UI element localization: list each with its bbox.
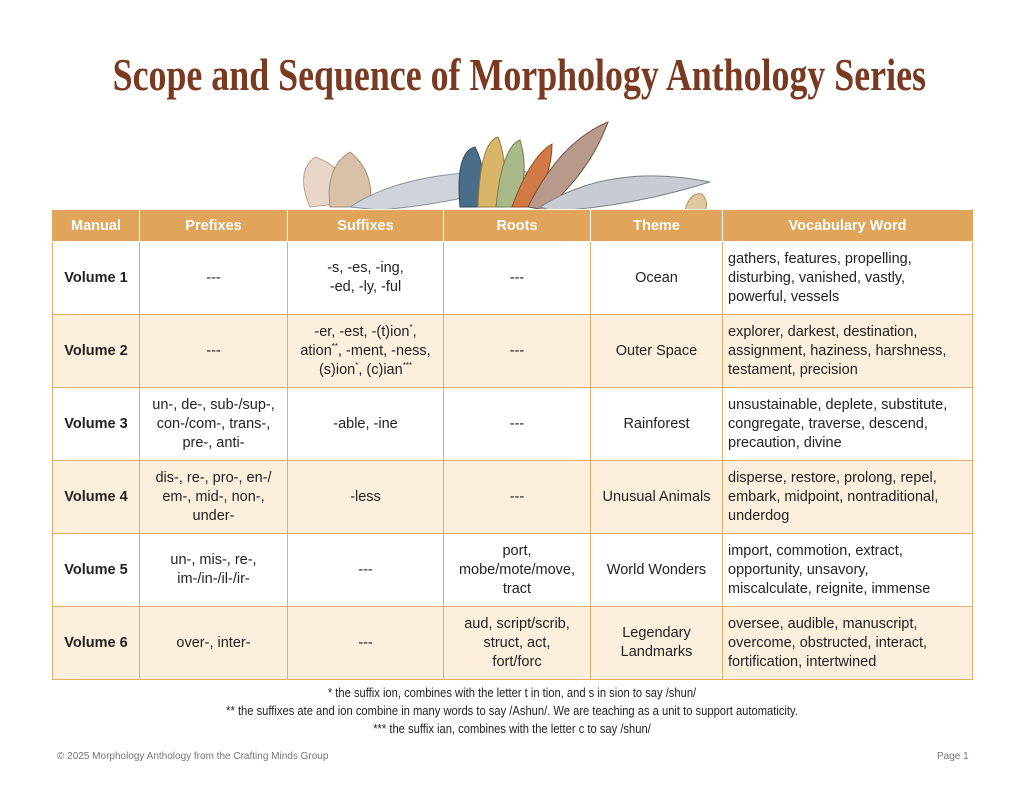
cell-prefixes — [140, 242, 288, 315]
table-row — [53, 388, 973, 461]
footnote-marker: *** — [402, 360, 413, 370]
cell-line: tract — [502, 580, 532, 597]
cell-roots — [444, 242, 591, 315]
cell-line: aud, script/scrib, — [464, 615, 570, 632]
cell-line: fortification, intertwined — [728, 653, 877, 670]
feather-illustration — [290, 112, 730, 212]
table-row — [53, 315, 973, 388]
footnote-3: *** the suffix ian, combines with the letter c to say /shun/ — [373, 721, 651, 736]
cell-line: -less — [350, 488, 381, 505]
cell-line: im-/in-/il-/ir- — [177, 571, 250, 587]
cell-line: -able, -ine — [333, 415, 398, 432]
cell-line: congregate, traverse, descend, — [728, 415, 928, 432]
cell-volume — [53, 388, 140, 461]
cell-line: Volume 6 — [64, 634, 128, 651]
page-title: Scope and Sequence of Morphology Anthology Series — [112, 49, 926, 100]
cell-line: fort/forc — [492, 653, 542, 670]
cell-line: testament, precision — [728, 361, 858, 378]
cell-vocabulary — [723, 388, 973, 461]
cell-prefixes — [140, 461, 288, 534]
cell-line: em-, mid-, non-, — [162, 488, 265, 505]
table-row — [53, 461, 973, 534]
cell-line: --- — [509, 342, 525, 359]
cell-line: opportunity, unsavory, — [728, 561, 869, 578]
cell-line: precaution, divine — [728, 434, 842, 451]
feather-icon — [304, 122, 710, 211]
table-body — [53, 242, 973, 680]
cell-line: -er, -est, -(t)ion*, — [314, 322, 417, 340]
footnote-marker: * — [355, 360, 359, 370]
cell-line: powerful, vessels — [728, 288, 840, 305]
column-header-suffixes: Suffixes — [288, 210, 444, 242]
column-header-manual: Manual — [53, 210, 140, 242]
cell-line: pre-, anti- — [182, 434, 245, 451]
copyright-text: © 2025 Morphology Anthology from the Crafting Minds Group — [57, 751, 329, 762]
column-header-prefixes: Prefixes — [140, 210, 288, 242]
cell-line: Legendary — [622, 625, 691, 641]
cell-vocabulary — [723, 315, 973, 388]
cell-line: --- — [206, 269, 221, 286]
cell-line: Unusual Animals — [602, 488, 711, 505]
cell-line: import, commotion, extract, — [728, 542, 903, 559]
footnote-marker: ** — [331, 341, 338, 351]
cell-line: disturbing, vanished, vastly, — [728, 269, 906, 286]
cell-line: disperse, restore, prolong, repel, — [728, 469, 937, 486]
cell-line: ation**, -ment, -ness, — [300, 341, 431, 359]
cell-line: assignment, haziness, harshness, — [728, 342, 947, 359]
cell-theme — [591, 461, 723, 534]
cell-prefixes — [140, 607, 288, 680]
cell-volume — [53, 607, 140, 680]
cell-line: un-, mis-, re-, — [170, 552, 257, 568]
cell-line: --- — [509, 415, 525, 432]
cell-line: --- — [358, 634, 373, 651]
cell-vocabulary — [723, 242, 973, 315]
cell-roots — [444, 607, 591, 680]
cell-vocabulary — [723, 461, 973, 534]
column-header-vocabulary: Vocabulary Word — [723, 210, 973, 242]
cell-line: Landmarks — [620, 644, 693, 660]
cell-line: miscalculate, reignite, immense — [728, 580, 931, 597]
cell-prefixes — [140, 388, 288, 461]
table-row — [53, 534, 973, 607]
cell-volume — [53, 242, 140, 315]
cell-prefixes — [140, 534, 288, 607]
footnote-marker: * — [409, 322, 413, 332]
cell-vocabulary — [723, 534, 973, 607]
column-header-theme: Theme — [591, 210, 723, 242]
column-header-roots: Roots — [444, 210, 591, 242]
cell-line: under- — [192, 507, 235, 524]
cell-suffixes — [288, 461, 444, 534]
footnote-1: * the suffix ion, combines with the letter t in tion, and s in sion to say /shun/ — [327, 685, 697, 700]
cell-line: overcome, obstructed, interact, — [728, 634, 928, 651]
cell-line: Volume 3 — [64, 415, 128, 432]
cell-line: con-/com-, trans-, — [156, 415, 271, 432]
cell-theme — [591, 315, 723, 388]
cell-volume — [53, 461, 140, 534]
footnote-2: ** the suffixes ate and ion combine in many words to say /Ashun/. We are teaching as a unit to support automaticity. — [226, 703, 798, 718]
cell-line: Volume 2 — [64, 342, 128, 359]
cell-line: un-, de-, sub-/sup-, — [152, 396, 275, 413]
cell-theme — [591, 534, 723, 607]
cell-line: over-, inter- — [176, 634, 251, 651]
cell-line: oversee, audible, manuscript, — [728, 615, 918, 632]
cell-theme — [591, 242, 723, 315]
cell-line: --- — [358, 561, 373, 578]
cell-line: unsustainable, deplete, substitute, — [728, 396, 948, 413]
cell-line: underdog — [728, 507, 790, 524]
cell-theme — [591, 388, 723, 461]
cell-line: (s)ion*, (c)ian*** — [318, 360, 413, 378]
cell-prefixes — [140, 315, 288, 388]
cell-suffixes — [288, 315, 444, 388]
cell-line: port, — [502, 542, 532, 559]
cell-vocabulary — [723, 607, 973, 680]
cell-line: --- — [509, 488, 525, 505]
cell-line: World Wonders — [606, 561, 707, 578]
cell-line: -ed, -ly, -ful — [329, 279, 402, 295]
table-header-row — [53, 210, 973, 242]
cell-volume — [53, 534, 140, 607]
cell-roots — [444, 461, 591, 534]
cell-suffixes — [288, 242, 444, 315]
cell-line: Volume 1 — [64, 269, 128, 286]
cell-line: -s, -es, -ing, — [327, 260, 404, 276]
cell-roots — [444, 534, 591, 607]
footnotes — [0, 684, 1024, 738]
table-row — [53, 242, 973, 315]
cell-line: struct, act, — [483, 634, 551, 651]
cell-line: embark, midpoint, nontraditional, — [728, 488, 939, 505]
cell-suffixes — [288, 607, 444, 680]
cell-line: Outer Space — [615, 342, 698, 359]
cell-line: explorer, darkest, destination, — [728, 323, 918, 340]
cell-line: Volume 4 — [64, 488, 128, 505]
cell-line: Rainforest — [623, 415, 690, 432]
cell-line: --- — [509, 269, 525, 286]
cell-line: mobe/mote/move, — [458, 561, 576, 578]
cell-suffixes — [288, 388, 444, 461]
cell-line: --- — [206, 342, 221, 359]
cell-line: dis-, re-, pro-, en-/ — [155, 469, 272, 486]
cell-roots — [444, 315, 591, 388]
page-number: Page 1 — [937, 751, 969, 762]
cell-suffixes — [288, 534, 444, 607]
table-row — [53, 607, 973, 680]
cell-volume — [53, 315, 140, 388]
cell-roots — [444, 388, 591, 461]
cell-line: Ocean — [635, 269, 678, 286]
scope-table — [52, 209, 973, 680]
cell-line: Volume 5 — [64, 561, 128, 578]
cell-line: gathers, features, propelling, — [728, 250, 912, 267]
cell-theme — [591, 607, 723, 680]
